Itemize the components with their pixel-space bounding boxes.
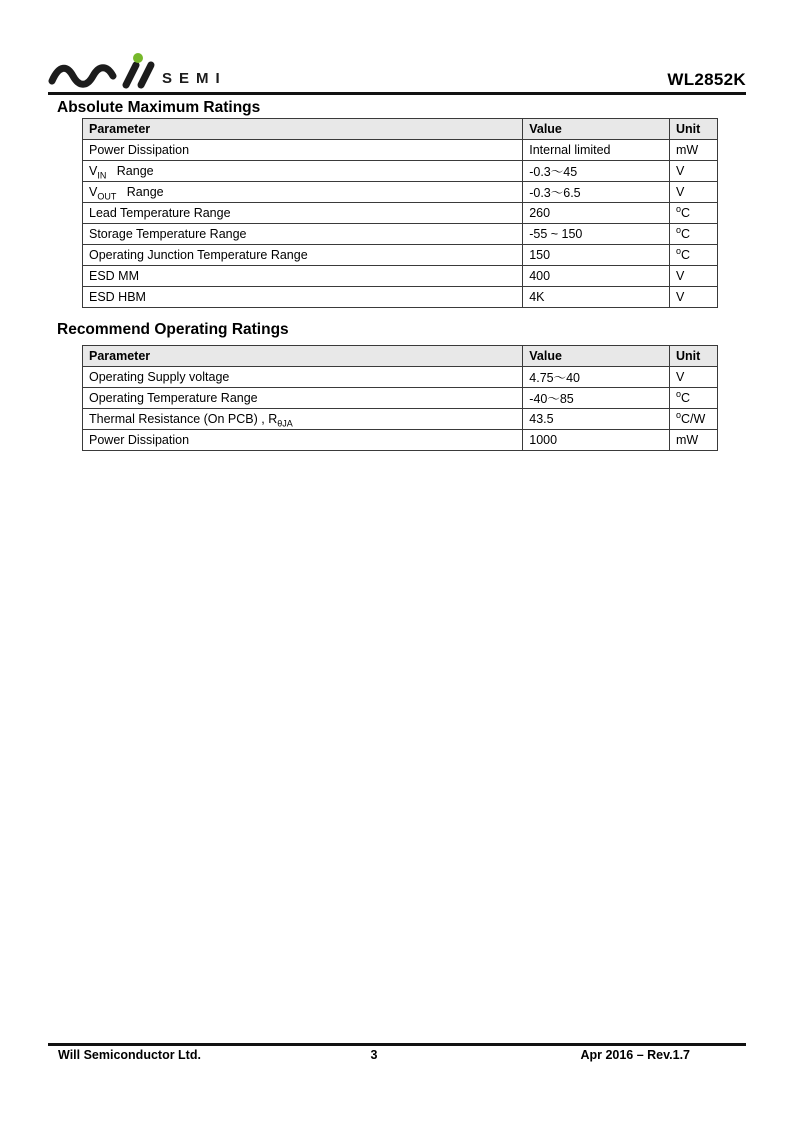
text-fragment: Power Dissipation bbox=[89, 143, 190, 157]
parameter-cell bbox=[83, 409, 523, 430]
willsemi-logo-mark bbox=[48, 52, 233, 94]
column-header-parameter: Parameter bbox=[83, 119, 523, 140]
text-fragment: ESD MM bbox=[89, 269, 139, 283]
unit-cell bbox=[670, 367, 718, 388]
table-row bbox=[83, 245, 718, 266]
value-cell: -55 ~ 150 bbox=[523, 224, 670, 245]
part-number: WL2852K bbox=[667, 70, 746, 89]
text-fragment: V bbox=[89, 185, 98, 199]
text-fragment: mW bbox=[676, 143, 699, 157]
subscript-text: θJA bbox=[277, 418, 293, 429]
logo-slash-1 bbox=[126, 65, 136, 85]
parameter-cell bbox=[83, 203, 523, 224]
value-cell: 4K bbox=[523, 287, 670, 308]
text-fragment: ESD HBM bbox=[89, 290, 146, 304]
value-cell: 260 bbox=[523, 203, 670, 224]
value-cell: -0.3～6.5 bbox=[523, 182, 670, 203]
column-header-value: Value bbox=[523, 119, 670, 140]
column-header-unit: Unit bbox=[670, 119, 718, 140]
willsemi-logo bbox=[48, 52, 233, 94]
unit-cell bbox=[670, 388, 718, 409]
text-fragment: Storage Temperature Range bbox=[89, 227, 247, 241]
text-fragment: C/W bbox=[681, 412, 706, 426]
text-fragment: Operating Supply voltage bbox=[89, 370, 230, 384]
footer-revision: Apr 2016 – Rev.1.7 bbox=[580, 1048, 691, 1062]
subscript-text: OUT bbox=[97, 191, 117, 202]
unit-cell bbox=[670, 245, 718, 266]
text-fragment: Power Dissipation bbox=[89, 433, 190, 447]
table-row bbox=[83, 140, 718, 161]
absolute-maximum-ratings-table bbox=[82, 118, 718, 308]
table-row bbox=[83, 287, 718, 308]
table-header-row bbox=[83, 119, 718, 140]
page-footer bbox=[58, 1048, 690, 1062]
parameter-cell bbox=[83, 266, 523, 287]
superscript-text: o bbox=[676, 388, 682, 399]
unit-cell bbox=[670, 224, 718, 245]
logo-wordmark: SEMI bbox=[162, 70, 227, 87]
text-fragment: Range bbox=[106, 164, 154, 178]
page-header bbox=[48, 50, 746, 95]
parameter-cell bbox=[83, 161, 523, 182]
column-header-parameter: Parameter bbox=[83, 346, 523, 367]
column-header-value: Value bbox=[523, 346, 670, 367]
section-title-recommend-operating-ratings: Recommend Operating Ratings bbox=[57, 321, 289, 338]
value-cell: -40～85 bbox=[523, 388, 670, 409]
unit-cell bbox=[670, 409, 718, 430]
table-row bbox=[83, 161, 718, 182]
section-title-absolute-maximum-ratings: Absolute Maximum Ratings bbox=[57, 99, 261, 116]
table-row bbox=[83, 388, 718, 409]
parameter-cell bbox=[83, 140, 523, 161]
table-row bbox=[83, 409, 718, 430]
text-fragment: V bbox=[676, 185, 685, 199]
text-fragment: C bbox=[681, 248, 691, 262]
parameter-cell bbox=[83, 388, 523, 409]
parameter-cell bbox=[83, 224, 523, 245]
table-row bbox=[83, 367, 718, 388]
text-fragment: Thermal Resistance (On PCB) , R bbox=[89, 412, 278, 426]
unit-cell bbox=[670, 140, 718, 161]
text-fragment: V bbox=[676, 290, 685, 304]
table-header-row bbox=[83, 346, 718, 367]
text-fragment: V bbox=[89, 164, 98, 178]
text-fragment: mW bbox=[676, 433, 699, 447]
subscript-text: IN bbox=[97, 170, 107, 181]
superscript-text: o bbox=[676, 224, 682, 235]
text-fragment: Operating Junction Temperature Range bbox=[89, 248, 308, 262]
text-fragment: V bbox=[676, 269, 685, 283]
text-fragment: C bbox=[681, 391, 691, 405]
header-rule bbox=[48, 92, 746, 95]
superscript-text: o bbox=[676, 409, 682, 420]
footer-rule bbox=[48, 1043, 746, 1046]
table-row bbox=[83, 430, 718, 451]
footer-company: Will Semiconductor Ltd. bbox=[58, 1048, 201, 1062]
recommend-operating-ratings-table bbox=[82, 345, 718, 451]
parameter-cell bbox=[83, 430, 523, 451]
text-fragment: V bbox=[676, 370, 685, 384]
value-cell: 43.5 bbox=[523, 409, 670, 430]
value-cell: -0.3～45 bbox=[523, 161, 670, 182]
parameter-cell bbox=[83, 182, 523, 203]
text-fragment: Operating Temperature Range bbox=[89, 391, 258, 405]
parameter-cell bbox=[83, 245, 523, 266]
table-row bbox=[83, 266, 718, 287]
unit-cell bbox=[670, 287, 718, 308]
text-fragment: Lead Temperature Range bbox=[89, 206, 231, 220]
parameter-cell bbox=[83, 287, 523, 308]
column-header-unit: Unit bbox=[670, 346, 718, 367]
text-fragment: V bbox=[676, 164, 685, 178]
table-row bbox=[83, 182, 718, 203]
text-fragment: Range bbox=[116, 185, 164, 199]
unit-cell bbox=[670, 203, 718, 224]
logo-wave bbox=[52, 68, 113, 85]
value-cell: 1000 bbox=[523, 430, 670, 451]
footer-page-number: 3 bbox=[370, 1048, 378, 1062]
unit-cell bbox=[670, 266, 718, 287]
superscript-text: o bbox=[676, 245, 682, 256]
unit-cell bbox=[670, 161, 718, 182]
value-cell: 4.75～40 bbox=[523, 367, 670, 388]
table-row bbox=[83, 224, 718, 245]
unit-cell bbox=[670, 430, 718, 451]
value-cell: 400 bbox=[523, 266, 670, 287]
logo-slash-2 bbox=[141, 65, 151, 85]
value-cell: Internal limited bbox=[523, 140, 670, 161]
text-fragment: C bbox=[681, 227, 691, 241]
logo-green-dot bbox=[133, 53, 143, 63]
unit-cell bbox=[670, 182, 718, 203]
text-fragment: C bbox=[681, 206, 691, 220]
parameter-cell bbox=[83, 367, 523, 388]
table-row bbox=[83, 203, 718, 224]
value-cell: 150 bbox=[523, 245, 670, 266]
superscript-text: o bbox=[676, 203, 682, 214]
